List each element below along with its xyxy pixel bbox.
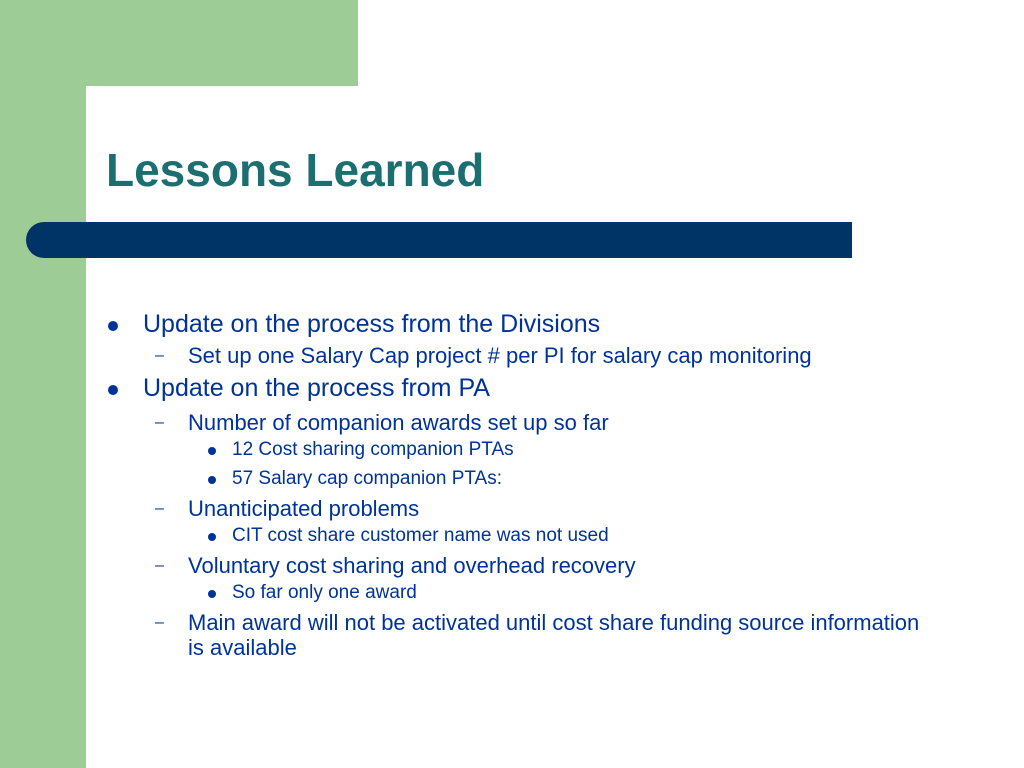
sub-bullet-text: Main award will not be activated until cost share funding source information is available bbox=[188, 610, 920, 660]
bullet-item bbox=[100, 372, 980, 404]
sub-bullet-item bbox=[100, 343, 980, 368]
dash-icon: – bbox=[155, 414, 164, 431]
bullet-dot-icon bbox=[108, 321, 118, 331]
bullet-dot-icon bbox=[208, 476, 216, 484]
sub-sub-bullet-item bbox=[100, 464, 980, 493]
sub-bullet-text: Number of companion awards set up so far bbox=[188, 410, 609, 435]
sub-bullet-text: Voluntary cost sharing and overhead recovery bbox=[188, 553, 636, 578]
sub-bullet-item bbox=[100, 610, 928, 660]
dash-icon: – bbox=[155, 614, 164, 631]
bullet-text: Update on the process from the Divisions bbox=[143, 310, 601, 338]
slide-title: Lessons Learned bbox=[106, 144, 485, 196]
dash-icon: – bbox=[155, 347, 164, 364]
bullet-dot-icon bbox=[208, 533, 216, 541]
sub-sub-bullet-text: CIT cost share customer name was not used bbox=[232, 525, 609, 546]
sub-sub-bullet-item bbox=[100, 521, 980, 550]
sub-bullet-item bbox=[100, 410, 980, 435]
sub-bullet-item bbox=[100, 553, 980, 578]
bullet-dot-icon bbox=[208, 590, 216, 598]
sub-sub-bullet-item bbox=[100, 435, 980, 464]
bullet-list bbox=[100, 308, 980, 660]
bullet-item bbox=[100, 308, 980, 340]
sub-bullet-text: Set up one Salary Cap project # per PI for salary cap monitoring bbox=[188, 343, 812, 368]
bullet-dot-icon bbox=[108, 385, 118, 395]
bullet-text: Update on the process from PA bbox=[143, 374, 490, 402]
decorative-green-band-left bbox=[0, 0, 86, 768]
sub-bullet-item bbox=[100, 496, 980, 521]
sub-bullet-text: Unanticipated problems bbox=[188, 496, 420, 521]
bullet-dot-icon bbox=[208, 447, 216, 455]
title-underline-bar bbox=[26, 222, 852, 258]
sub-sub-bullet-text: 12 Cost sharing companion PTAs bbox=[232, 439, 514, 460]
sub-sub-bullet-item bbox=[100, 578, 980, 607]
sub-sub-bullet-text: 57 Salary cap companion PTAs: bbox=[232, 468, 503, 489]
dash-icon: – bbox=[155, 557, 164, 574]
dash-icon: – bbox=[155, 500, 164, 517]
decorative-green-band-top bbox=[0, 0, 358, 86]
sub-sub-bullet-text: So far only one award bbox=[232, 582, 417, 603]
